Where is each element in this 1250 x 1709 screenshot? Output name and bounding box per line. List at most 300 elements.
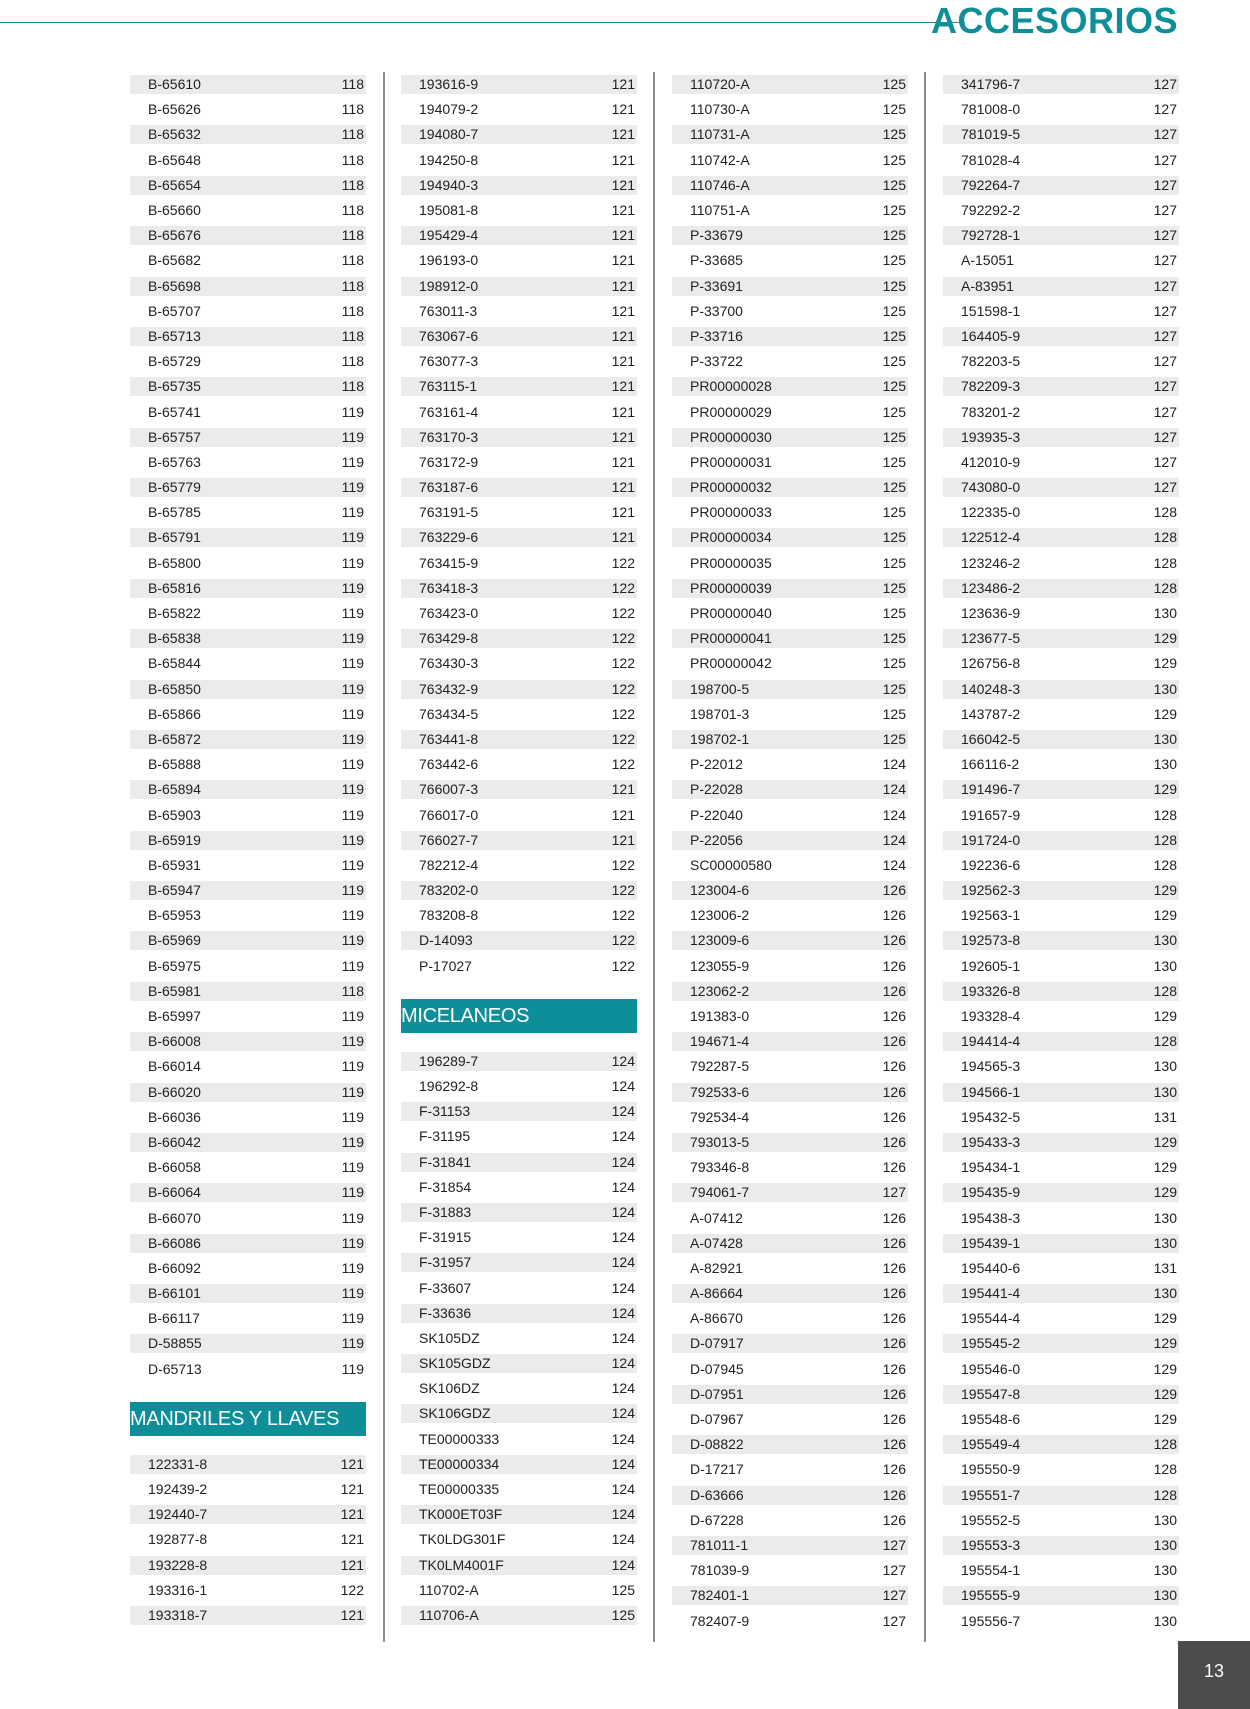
page-ref: 119 [341, 806, 364, 823]
part-code: TE00000333 [419, 1430, 500, 1447]
page-ref: 125 [611, 1581, 635, 1598]
index-row [130, 425, 366, 450]
page-ref: 130 [1153, 1083, 1177, 1100]
page-ref: 121 [611, 202, 635, 219]
index-row [401, 1527, 637, 1552]
index-row [401, 1326, 637, 1351]
part-code: 195551-7 [961, 1486, 1021, 1503]
index-list [401, 1049, 637, 1628]
part-code: 193935-3 [961, 428, 1021, 445]
index-row [130, 853, 366, 878]
index-row [130, 274, 366, 299]
part-code: 195438-3 [961, 1209, 1021, 1226]
page-ref: 129 [1153, 1310, 1177, 1327]
index-row [672, 702, 908, 727]
index-list [943, 72, 1179, 1634]
index-row [130, 1502, 366, 1527]
index-row [672, 1180, 908, 1205]
index-row [672, 1029, 908, 1054]
part-code: 792292-2 [961, 202, 1021, 219]
page-ref: 126 [882, 1159, 906, 1176]
part-code: F-33636 [419, 1304, 472, 1321]
index-row [672, 576, 908, 601]
page-ref: 124 [611, 1506, 635, 1523]
page-ref: 129 [1153, 1133, 1177, 1150]
index-row [401, 1578, 637, 1603]
index-list [130, 72, 366, 1382]
page-ref: 121 [340, 1606, 364, 1623]
part-code: 195544-4 [961, 1310, 1021, 1327]
index-row [401, 702, 637, 727]
part-code: 194414-4 [961, 1033, 1021, 1050]
page-ref: 124 [611, 1078, 635, 1095]
part-code: 763432-9 [419, 680, 479, 697]
part-code: 123246-2 [961, 554, 1021, 571]
part-code: 763187-6 [419, 479, 479, 496]
index-column-2 [401, 72, 637, 1628]
index-row [672, 198, 908, 223]
page-ref: 128 [1153, 579, 1177, 596]
page-ref: 127 [882, 1184, 906, 1201]
page-ref: 119 [341, 554, 364, 571]
index-row [130, 979, 366, 1004]
index-row [401, 1401, 637, 1426]
page-ref: 122 [611, 730, 635, 747]
page-ref: 119 [341, 504, 364, 521]
index-row [130, 324, 366, 349]
part-code: 783202-0 [419, 882, 479, 899]
page-ref: 119 [341, 756, 364, 773]
index-row [672, 1533, 908, 1558]
part-code: 195432-5 [961, 1108, 1021, 1125]
index-row [672, 450, 908, 475]
index-row [943, 122, 1179, 147]
part-code: D-67228 [690, 1511, 744, 1528]
page-ref: 119 [341, 630, 364, 647]
index-row [130, 551, 366, 576]
index-row [943, 1155, 1179, 1180]
index-row [943, 349, 1179, 374]
part-code: 193228-8 [148, 1556, 208, 1573]
page-ref: 124 [611, 1481, 635, 1498]
index-row [672, 1105, 908, 1130]
index-row [130, 802, 366, 827]
part-code: TE00000335 [419, 1481, 500, 1498]
index-row [672, 425, 908, 450]
page-ref: 126 [882, 1486, 906, 1503]
index-row [943, 954, 1179, 979]
index-row [401, 1124, 637, 1149]
column-divider [653, 72, 655, 1642]
page-ref: 119 [341, 1033, 364, 1050]
index-row [401, 148, 637, 173]
part-code: B-65779 [148, 479, 201, 496]
part-code: 195440-6 [961, 1259, 1021, 1276]
page-ref: 119 [341, 781, 364, 798]
page-ref: 121 [611, 327, 635, 344]
part-code: 782212-4 [419, 856, 479, 873]
page-ref: 124 [611, 1052, 635, 1069]
part-code: 766027-7 [419, 831, 479, 848]
page-ref: 119 [341, 579, 364, 596]
part-code: 195439-1 [961, 1234, 1021, 1251]
part-code: D-07967 [690, 1411, 744, 1428]
part-code: 110730-A [690, 101, 750, 118]
page-ref: 121 [611, 831, 635, 848]
page-ref: 125 [882, 655, 906, 672]
index-row [672, 1054, 908, 1079]
part-code: 783208-8 [419, 907, 479, 924]
part-code: 195545-2 [961, 1335, 1021, 1352]
index-row [943, 828, 1179, 853]
page-ref: 129 [1153, 630, 1177, 647]
part-code: 195081-8 [419, 202, 479, 219]
page-ref: 122 [611, 655, 635, 672]
page-ref: 124 [611, 1178, 635, 1195]
page-ref: 121 [611, 302, 635, 319]
index-row [401, 576, 637, 601]
page-ref: 128 [1153, 1486, 1177, 1503]
index-row [130, 475, 366, 500]
part-code: B-66042 [148, 1133, 201, 1150]
index-row [401, 727, 637, 752]
page-ref: 126 [882, 1360, 906, 1377]
index-row [943, 1029, 1179, 1054]
index-row [672, 1608, 908, 1633]
index-row [672, 677, 908, 702]
index-row [672, 1483, 908, 1508]
part-code: B-65632 [148, 126, 201, 143]
index-row [943, 324, 1179, 349]
page-ref: 125 [882, 605, 906, 622]
page-ref: 125 [882, 101, 906, 118]
part-code: 194080-7 [419, 126, 479, 143]
part-code: 192573-8 [961, 932, 1021, 949]
index-row [943, 802, 1179, 827]
page-ref: 127 [1153, 176, 1177, 193]
part-code: 341796-7 [961, 76, 1021, 93]
part-code: 195550-9 [961, 1461, 1021, 1478]
part-code: P-33685 [690, 252, 743, 269]
page-ref: 119 [341, 1234, 364, 1251]
page-ref: 128 [1153, 856, 1177, 873]
index-row [943, 248, 1179, 273]
index-row [943, 1054, 1179, 1079]
part-code: 110720-A [690, 76, 750, 93]
page-ref: 121 [611, 781, 635, 798]
part-code: B-66036 [148, 1108, 201, 1125]
page-ref: 126 [882, 1461, 906, 1478]
index-row [401, 1351, 637, 1376]
page-ref: 130 [1153, 1058, 1177, 1075]
index-row [130, 1205, 366, 1230]
part-code: B-65610 [148, 76, 201, 93]
page-ref: 125 [882, 277, 906, 294]
index-row [943, 97, 1179, 122]
part-code: B-66020 [148, 1083, 201, 1100]
part-code: 763170-3 [419, 428, 479, 445]
part-code: 198702-1 [690, 730, 750, 747]
section-header: MANDRILES Y LLAVES [130, 1402, 366, 1436]
page-ref: 126 [882, 1133, 906, 1150]
page-ref: 122 [611, 605, 635, 622]
page-ref: 130 [1153, 932, 1177, 949]
index-row [672, 1231, 908, 1256]
index-row [401, 752, 637, 777]
page-ref: 125 [882, 479, 906, 496]
index-row [943, 1558, 1179, 1583]
page-ref: 119 [341, 1310, 364, 1327]
part-code: 195554-1 [961, 1562, 1021, 1579]
part-code: B-66117 [148, 1310, 200, 1327]
page-ref: 127 [1153, 327, 1177, 344]
part-code: B-65969 [148, 932, 201, 949]
page-ref: 126 [882, 982, 906, 999]
part-code: 126756-8 [961, 655, 1021, 672]
page-ref: 127 [882, 1612, 906, 1629]
part-code: PR00000039 [690, 579, 772, 596]
part-code: 763172-9 [419, 453, 479, 470]
part-code: 196193-0 [419, 252, 479, 269]
part-code: B-65850 [148, 680, 201, 697]
page-ref: 119 [341, 1209, 364, 1226]
part-code: TK0LM4001F [419, 1556, 504, 1573]
index-row [672, 777, 908, 802]
page-ref: 124 [611, 1455, 635, 1472]
page-ref: 127 [1153, 428, 1177, 445]
index-row [401, 299, 637, 324]
part-code: P-22040 [690, 806, 743, 823]
part-code: B-66086 [148, 1234, 201, 1251]
index-row [130, 1231, 366, 1256]
part-code: 164405-9 [961, 327, 1021, 344]
page-ref: 124 [611, 1128, 635, 1145]
index-row [401, 97, 637, 122]
index-row [401, 1275, 637, 1300]
part-code: 196289-7 [419, 1052, 479, 1069]
page-ref: 127 [1153, 126, 1177, 143]
part-code: PR00000032 [690, 479, 772, 496]
index-row [672, 248, 908, 273]
index-row [130, 349, 366, 374]
index-row [401, 425, 637, 450]
page-ref: 129 [1153, 655, 1177, 672]
part-code: 763442-6 [419, 756, 479, 773]
part-code: B-65919 [148, 831, 201, 848]
page-ref: 126 [882, 1008, 906, 1025]
index-row [943, 601, 1179, 626]
index-row [943, 677, 1179, 702]
page-ref: 119 [341, 605, 364, 622]
page-ref: 124 [611, 1153, 635, 1170]
page-ref: 124 [611, 1254, 635, 1271]
part-code: 195552-5 [961, 1511, 1021, 1528]
part-code: B-65648 [148, 151, 201, 168]
part-code: 110742-A [690, 151, 750, 168]
index-row [130, 1452, 366, 1477]
page-ref: 128 [1153, 554, 1177, 571]
part-code: B-65791 [148, 529, 201, 546]
part-code: 195433-3 [961, 1133, 1021, 1150]
index-row [672, 626, 908, 651]
part-code: 794061-7 [690, 1184, 750, 1201]
index-row [130, 702, 366, 727]
page-ref: 119 [341, 957, 364, 974]
page-ref: 129 [1153, 882, 1177, 899]
part-code: 763115-1 [419, 378, 478, 395]
page-ref: 119 [341, 680, 364, 697]
part-code: B-66070 [148, 1209, 201, 1226]
part-code: F-31883 [419, 1203, 472, 1220]
part-code: 122335-0 [961, 504, 1021, 521]
part-code: 196292-8 [419, 1078, 479, 1095]
index-row [672, 97, 908, 122]
part-code: 194671-4 [690, 1033, 750, 1050]
index-row [401, 802, 637, 827]
part-code: 123055-9 [690, 957, 750, 974]
part-code: 793346-8 [690, 1159, 750, 1176]
index-row [401, 223, 637, 248]
page-ref: 130 [1153, 756, 1177, 773]
page-ref: 125 [882, 579, 906, 596]
page-ref: 130 [1153, 1562, 1177, 1579]
index-row [672, 551, 908, 576]
part-code: B-65888 [148, 756, 201, 773]
part-code: 192563-1 [961, 907, 1021, 924]
section-header: MICELANEOS [401, 999, 637, 1033]
index-row [672, 1457, 908, 1482]
index-row [401, 1553, 637, 1578]
part-code: P-22028 [690, 781, 743, 798]
part-code: SK106GDZ [419, 1405, 491, 1422]
index-row [401, 1099, 637, 1124]
index-row [672, 1382, 908, 1407]
index-row [672, 1130, 908, 1155]
page-ref: 121 [611, 126, 635, 143]
part-code: 198701-3 [690, 705, 750, 722]
index-row [672, 1256, 908, 1281]
index-row [130, 399, 366, 424]
page-ref: 125 [882, 453, 906, 470]
index-row [130, 928, 366, 953]
index-row [401, 72, 637, 97]
page-ref: 121 [611, 428, 635, 445]
part-code: P-33722 [690, 353, 743, 370]
index-row [943, 72, 1179, 97]
part-code: 195434-1 [961, 1159, 1021, 1176]
index-row [672, 500, 908, 525]
index-row [672, 601, 908, 626]
part-code: 763418-3 [419, 579, 479, 596]
part-code: PR00000029 [690, 403, 772, 420]
part-code: 123006-2 [690, 907, 750, 924]
part-code: 763229-6 [419, 529, 479, 546]
part-code: 198912-0 [419, 277, 479, 294]
part-code: A-82921 [690, 1259, 743, 1276]
part-code: B-65757 [148, 428, 201, 445]
index-row [943, 374, 1179, 399]
page-ref: 128 [1153, 806, 1177, 823]
part-code: PR00000031 [690, 453, 772, 470]
page-ref: 126 [882, 1234, 906, 1251]
page-ref: 128 [1153, 529, 1177, 546]
part-code: 192562-3 [961, 882, 1021, 899]
page-ref: 126 [882, 1083, 906, 1100]
part-code: P-22056 [690, 831, 743, 848]
index-row [401, 1175, 637, 1200]
part-code: PR00000042 [690, 655, 772, 672]
part-code: 792287-5 [690, 1058, 750, 1075]
page-ref: 127 [1153, 101, 1177, 118]
part-code: 792728-1 [961, 227, 1021, 244]
page-ref: 124 [611, 1430, 635, 1447]
part-code: 166116-2 [961, 756, 1020, 773]
index-row [401, 677, 637, 702]
index-row [130, 1553, 366, 1578]
part-code: A-83951 [961, 277, 1014, 294]
index-row [672, 903, 908, 928]
index-row [401, 1452, 637, 1477]
part-code: 782209-3 [961, 378, 1021, 395]
page-ref: 127 [1153, 202, 1177, 219]
index-row [672, 979, 908, 1004]
part-code: 195429-4 [419, 227, 479, 244]
page-ref: 119 [341, 1159, 364, 1176]
part-code: B-65931 [148, 856, 201, 873]
index-row [130, 1357, 366, 1382]
part-code: 195553-3 [961, 1536, 1021, 1553]
page-ref: 127 [1153, 151, 1177, 168]
index-row [672, 1205, 908, 1230]
part-code: 782401-1 [690, 1587, 750, 1604]
index-row [943, 1608, 1179, 1633]
part-code: F-31195 [419, 1128, 471, 1145]
part-code: 781011-1 [690, 1536, 749, 1553]
page-ref: 126 [882, 1058, 906, 1075]
index-row [943, 1306, 1179, 1331]
part-code: 123004-6 [690, 882, 750, 899]
index-row [130, 72, 366, 97]
page-ref: 121 [340, 1556, 364, 1573]
part-code: 782203-5 [961, 353, 1021, 370]
part-code: F-33607 [419, 1279, 472, 1296]
page-ref: 124 [611, 1329, 635, 1346]
page-ref: 125 [882, 680, 906, 697]
part-code: 195435-9 [961, 1184, 1021, 1201]
part-code: 151598-1 [961, 302, 1021, 319]
index-row [130, 1155, 366, 1180]
page-ref: 128 [1153, 1461, 1177, 1478]
page-ref: 130 [1153, 1612, 1177, 1629]
page-ref: 121 [340, 1455, 364, 1472]
index-row [943, 223, 1179, 248]
page-ref: 121 [611, 353, 635, 370]
index-row [943, 425, 1179, 450]
index-row [672, 1004, 908, 1029]
part-code: SK105DZ [419, 1329, 480, 1346]
index-row [672, 1558, 908, 1583]
part-code: B-65707 [148, 302, 201, 319]
index-list [401, 72, 637, 979]
index-row [672, 1407, 908, 1432]
page-ref: 118 [341, 126, 364, 143]
index-row [672, 72, 908, 97]
part-code: 195547-8 [961, 1385, 1021, 1402]
part-code: SK106DZ [419, 1380, 480, 1397]
part-code: 195548-6 [961, 1411, 1021, 1428]
page-ref: 130 [1153, 1209, 1177, 1226]
page-ref: 121 [611, 227, 635, 244]
